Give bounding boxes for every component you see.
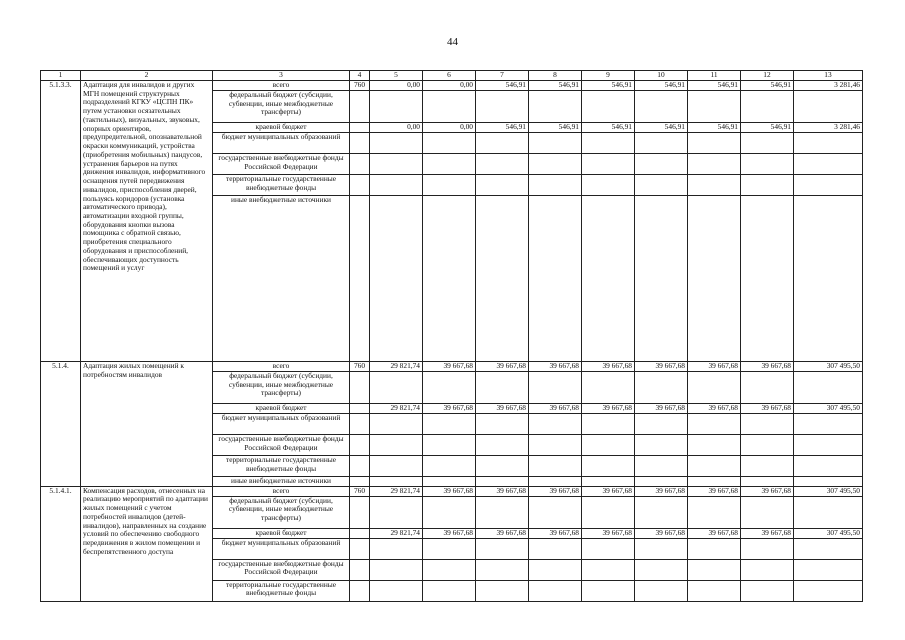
amount-cell: 29 821,74 bbox=[370, 404, 423, 414]
amount-cell bbox=[741, 133, 794, 154]
ministry-code bbox=[350, 559, 370, 580]
amount-cell bbox=[476, 414, 529, 435]
funding-source: территориальные государственные внебюджетные фонды bbox=[213, 175, 350, 196]
col-header: 12 bbox=[741, 71, 794, 81]
amount-cell: 29 821,74 bbox=[370, 486, 423, 496]
amount-cell bbox=[635, 456, 688, 477]
ministry-code bbox=[350, 580, 370, 601]
ministry-code bbox=[350, 414, 370, 435]
col-header: 3 bbox=[213, 71, 350, 81]
amount-cell bbox=[370, 175, 423, 196]
funding-source: федеральный бюджет (субсидии, субвенции, иные межбюджетные трансферты) bbox=[213, 372, 350, 404]
amount-cell bbox=[688, 196, 741, 362]
amount-cell: 39 667,68 bbox=[582, 486, 635, 496]
amount-cell: 39 667,68 bbox=[688, 362, 741, 372]
funding-source: бюджет муниципальных образований bbox=[213, 538, 350, 559]
amount-cell bbox=[688, 456, 741, 477]
amount-cell: 39 667,68 bbox=[423, 486, 476, 496]
amount-cell bbox=[529, 414, 582, 435]
amount-cell bbox=[794, 196, 863, 362]
amount-cell bbox=[794, 496, 863, 528]
amount-cell: 29 821,74 bbox=[370, 362, 423, 372]
amount-cell: 307 495,50 bbox=[794, 404, 863, 414]
amount-cell bbox=[529, 580, 582, 601]
amount-cell bbox=[582, 196, 635, 362]
amount-cell bbox=[476, 91, 529, 123]
amount-cell bbox=[794, 91, 863, 123]
amount-cell bbox=[529, 196, 582, 362]
amount-cell bbox=[582, 538, 635, 559]
amount-cell: 546,91 bbox=[529, 123, 582, 133]
amount-cell bbox=[370, 414, 423, 435]
amount-cell bbox=[741, 477, 794, 487]
ministry-code bbox=[350, 91, 370, 123]
amount-cell bbox=[741, 154, 794, 175]
measure-code: 5.1.4. bbox=[41, 362, 81, 487]
funding-source: всего bbox=[213, 486, 350, 496]
funding-source: иные внебюджетные источники bbox=[213, 477, 350, 487]
amount-cell: 39 667,68 bbox=[741, 404, 794, 414]
amount-cell: 39 667,68 bbox=[741, 528, 794, 538]
amount-cell bbox=[635, 435, 688, 456]
amount-cell bbox=[423, 91, 476, 123]
amount-cell bbox=[370, 580, 423, 601]
amount-cell bbox=[476, 196, 529, 362]
amount-cell bbox=[370, 91, 423, 123]
ministry-code bbox=[350, 133, 370, 154]
amount-cell bbox=[476, 372, 529, 404]
amount-cell bbox=[635, 477, 688, 487]
amount-cell bbox=[529, 175, 582, 196]
amount-cell bbox=[794, 414, 863, 435]
amount-cell bbox=[741, 196, 794, 362]
amount-cell: 307 495,50 bbox=[794, 362, 863, 372]
amount-cell: 39 667,68 bbox=[529, 528, 582, 538]
amount-cell bbox=[741, 175, 794, 196]
ministry-code bbox=[350, 175, 370, 196]
amount-cell: 39 667,68 bbox=[635, 486, 688, 496]
amount-cell bbox=[688, 154, 741, 175]
amount-cell bbox=[741, 496, 794, 528]
amount-cell bbox=[582, 414, 635, 435]
amount-cell bbox=[635, 580, 688, 601]
amount-cell bbox=[529, 456, 582, 477]
amount-cell bbox=[370, 496, 423, 528]
amount-cell bbox=[370, 154, 423, 175]
amount-cell bbox=[688, 133, 741, 154]
col-header: 2 bbox=[81, 71, 213, 81]
funding-source: всего bbox=[213, 362, 350, 372]
amount-cell: 546,91 bbox=[476, 123, 529, 133]
amount-cell: 39 667,68 bbox=[476, 362, 529, 372]
amount-cell bbox=[688, 559, 741, 580]
funding-source: всего bbox=[213, 81, 350, 91]
amount-cell bbox=[529, 154, 582, 175]
amount-cell bbox=[370, 477, 423, 487]
amount-cell bbox=[741, 435, 794, 456]
amount-cell: 0,00 bbox=[370, 81, 423, 91]
ministry-code: 760 bbox=[350, 81, 370, 91]
amount-cell bbox=[635, 414, 688, 435]
ministry-code bbox=[350, 404, 370, 414]
amount-cell: 0,00 bbox=[423, 123, 476, 133]
amount-cell bbox=[423, 372, 476, 404]
amount-cell: 39 667,68 bbox=[688, 404, 741, 414]
funding-source: федеральный бюджет (субсидии, субвенции, иные межбюджетные трансферты) bbox=[213, 496, 350, 528]
amount-cell bbox=[370, 372, 423, 404]
amount-cell: 39 667,68 bbox=[423, 404, 476, 414]
amount-cell: 546,91 bbox=[741, 123, 794, 133]
ministry-code bbox=[350, 196, 370, 362]
amount-cell: 39 667,68 bbox=[688, 486, 741, 496]
amount-cell: 39 667,68 bbox=[635, 362, 688, 372]
amount-cell bbox=[529, 477, 582, 487]
amount-cell bbox=[688, 435, 741, 456]
amount-cell bbox=[635, 559, 688, 580]
amount-cell bbox=[582, 372, 635, 404]
amount-cell bbox=[476, 477, 529, 487]
amount-cell: 39 667,68 bbox=[741, 362, 794, 372]
header-row bbox=[41, 71, 863, 81]
amount-cell bbox=[635, 91, 688, 123]
amount-cell bbox=[423, 175, 476, 196]
amount-cell bbox=[582, 175, 635, 196]
page-number: 44 bbox=[447, 36, 458, 48]
amount-cell: 39 667,68 bbox=[582, 528, 635, 538]
amount-cell: 39 667,68 bbox=[582, 362, 635, 372]
amount-cell bbox=[529, 496, 582, 528]
amount-cell bbox=[741, 456, 794, 477]
measure-title: Адаптация жилых помещений к потребностям инвалидов bbox=[81, 362, 213, 487]
ministry-code bbox=[350, 456, 370, 477]
amount-cell bbox=[794, 559, 863, 580]
amount-cell: 0,00 bbox=[370, 123, 423, 133]
amount-cell: 39 667,68 bbox=[529, 362, 582, 372]
amount-cell: 29 821,74 bbox=[370, 528, 423, 538]
amount-cell bbox=[529, 91, 582, 123]
ministry-code bbox=[350, 372, 370, 404]
amount-cell bbox=[635, 154, 688, 175]
budget-table bbox=[40, 70, 863, 602]
funding-source: краевой бюджет bbox=[213, 123, 350, 133]
amount-cell bbox=[635, 496, 688, 528]
amount-cell: 307 495,50 bbox=[794, 486, 863, 496]
amount-cell bbox=[370, 559, 423, 580]
amount-cell: 546,91 bbox=[476, 81, 529, 91]
amount-cell bbox=[582, 456, 635, 477]
amount-cell bbox=[794, 133, 863, 154]
funding-source: государственные внебюджетные фонды Российской Федерации bbox=[213, 559, 350, 580]
amount-cell bbox=[741, 559, 794, 580]
amount-cell: 39 667,68 bbox=[529, 486, 582, 496]
col-header: 9 bbox=[582, 71, 635, 81]
amount-cell bbox=[529, 559, 582, 580]
amount-cell: 546,91 bbox=[688, 123, 741, 133]
amount-cell: 3 281,46 bbox=[794, 123, 863, 133]
amount-cell bbox=[423, 580, 476, 601]
amount-cell: 546,91 bbox=[635, 123, 688, 133]
funding-source: бюджет муниципальных образований bbox=[213, 133, 350, 154]
amount-cell bbox=[582, 435, 635, 456]
amount-cell: 39 667,68 bbox=[635, 404, 688, 414]
ministry-code bbox=[350, 496, 370, 528]
amount-cell: 39 667,68 bbox=[476, 486, 529, 496]
funding-source: бюджет муниципальных образований bbox=[213, 414, 350, 435]
amount-cell: 39 667,68 bbox=[476, 404, 529, 414]
table-row bbox=[41, 81, 863, 91]
amount-cell bbox=[423, 456, 476, 477]
funding-source: территориальные государственные внебюджетные фонды bbox=[213, 580, 350, 601]
amount-cell bbox=[529, 435, 582, 456]
amount-cell: 39 667,68 bbox=[582, 404, 635, 414]
amount-cell bbox=[794, 435, 863, 456]
table-row bbox=[41, 362, 863, 372]
amount-cell bbox=[688, 580, 741, 601]
amount-cell bbox=[794, 538, 863, 559]
amount-cell: 39 667,68 bbox=[476, 528, 529, 538]
amount-cell bbox=[794, 456, 863, 477]
amount-cell: 0,00 bbox=[423, 81, 476, 91]
ministry-code: 760 bbox=[350, 486, 370, 496]
col-header: 11 bbox=[688, 71, 741, 81]
amount-cell bbox=[423, 414, 476, 435]
funding-source: государственные внебюджетные фонды Российской Федерации bbox=[213, 435, 350, 456]
amount-cell bbox=[635, 175, 688, 196]
amount-cell bbox=[476, 456, 529, 477]
amount-cell bbox=[688, 477, 741, 487]
amount-cell bbox=[529, 372, 582, 404]
amount-cell bbox=[741, 538, 794, 559]
amount-cell bbox=[423, 133, 476, 154]
measure-title: Адаптация для инвалидов и других МГН помещений структурных подразделений КГКУ «ЦСПН ПК» путем установки осязательных (тактильных), визуальных, звуковых, опорных ориентиров, предупредительной, опознавательной окраски коммуникаций, устройства (приобретения мобильных) пандусов, устранения барьеров на путях движения инвалидов, информативного оснащения путей передвижения инвалидов, приспособления дверей, пользуясь коридоров (установка автоматического привода), автоматизации входной группы, оборудования кнопки вызова помощника с обратной связью, приобретения специального оборудования и приспособлений, обеспечивающих доступность помещений и услуг bbox=[81, 81, 213, 362]
col-header: 7 bbox=[476, 71, 529, 81]
amount-cell bbox=[582, 91, 635, 123]
amount-cell: 546,91 bbox=[741, 81, 794, 91]
measure-code: 5.1.4.1. bbox=[41, 486, 81, 601]
amount-cell bbox=[688, 372, 741, 404]
amount-cell bbox=[423, 477, 476, 487]
ministry-code bbox=[350, 123, 370, 133]
amount-cell bbox=[794, 372, 863, 404]
amount-cell: 307 495,50 bbox=[794, 528, 863, 538]
amount-cell bbox=[635, 538, 688, 559]
amount-cell bbox=[582, 154, 635, 175]
amount-cell bbox=[794, 154, 863, 175]
col-header: 5 bbox=[370, 71, 423, 81]
amount-cell bbox=[688, 538, 741, 559]
funding-source: иные внебюджетные источники bbox=[213, 196, 350, 362]
amount-cell: 39 667,68 bbox=[423, 362, 476, 372]
amount-cell bbox=[741, 580, 794, 601]
amount-cell bbox=[582, 559, 635, 580]
amount-cell: 3 281,46 bbox=[794, 81, 863, 91]
amount-cell: 546,91 bbox=[582, 123, 635, 133]
amount-cell bbox=[423, 196, 476, 362]
amount-cell bbox=[476, 580, 529, 601]
amount-cell: 546,91 bbox=[529, 81, 582, 91]
amount-cell bbox=[476, 559, 529, 580]
amount-cell bbox=[476, 435, 529, 456]
amount-cell: 546,91 bbox=[688, 81, 741, 91]
amount-cell bbox=[582, 133, 635, 154]
ministry-code bbox=[350, 435, 370, 456]
amount-cell: 546,91 bbox=[582, 81, 635, 91]
amount-cell: 546,91 bbox=[635, 81, 688, 91]
amount-cell bbox=[741, 414, 794, 435]
amount-cell bbox=[688, 496, 741, 528]
funding-source: территориальные государственные внебюджетные фонды bbox=[213, 456, 350, 477]
ministry-code bbox=[350, 477, 370, 487]
amount-cell bbox=[476, 154, 529, 175]
amount-cell bbox=[370, 196, 423, 362]
amount-cell bbox=[794, 580, 863, 601]
amount-cell bbox=[794, 477, 863, 487]
amount-cell bbox=[423, 559, 476, 580]
amount-cell bbox=[635, 133, 688, 154]
col-header: 6 bbox=[423, 71, 476, 81]
col-header: 10 bbox=[635, 71, 688, 81]
amount-cell bbox=[476, 133, 529, 154]
amount-cell: 39 667,68 bbox=[741, 486, 794, 496]
col-header: 13 bbox=[794, 71, 863, 81]
amount-cell bbox=[688, 414, 741, 435]
amount-cell: 39 667,68 bbox=[688, 528, 741, 538]
funding-source: краевой бюджет bbox=[213, 528, 350, 538]
col-header: 1 bbox=[41, 71, 81, 81]
table-body bbox=[41, 81, 863, 602]
ministry-code bbox=[350, 538, 370, 559]
amount-cell: 39 667,68 bbox=[423, 528, 476, 538]
amount-cell bbox=[688, 91, 741, 123]
amount-cell bbox=[423, 496, 476, 528]
amount-cell bbox=[370, 538, 423, 559]
funding-source: государственные внебюджетные фонды Российской Федерации bbox=[213, 154, 350, 175]
amount-cell bbox=[741, 372, 794, 404]
amount-cell bbox=[370, 456, 423, 477]
amount-cell bbox=[370, 435, 423, 456]
amount-cell bbox=[423, 154, 476, 175]
col-header: 4 bbox=[350, 71, 370, 81]
amount-cell bbox=[476, 538, 529, 559]
amount-cell bbox=[635, 372, 688, 404]
amount-cell bbox=[476, 175, 529, 196]
ministry-code bbox=[350, 154, 370, 175]
measure-title: Компенсация расходов, отнесенных на реализацию мероприятий по адаптации жилых помещений с учетом потребностей инвалидов (детей-инвалидов), направленных на создание условий по обеспечению свободного передвижения в жилом помещении и беспрепятственного доступа bbox=[81, 486, 213, 601]
amount-cell bbox=[582, 580, 635, 601]
amount-cell bbox=[423, 435, 476, 456]
amount-cell bbox=[635, 196, 688, 362]
amount-cell bbox=[529, 538, 582, 559]
amount-cell: 39 667,68 bbox=[635, 528, 688, 538]
amount-cell bbox=[741, 91, 794, 123]
amount-cell bbox=[582, 477, 635, 487]
amount-cell bbox=[794, 175, 863, 196]
amount-cell bbox=[529, 133, 582, 154]
funding-source: федеральный бюджет (субсидии, субвенции, иные межбюджетные трансферты) bbox=[213, 91, 350, 123]
table-row bbox=[41, 486, 863, 496]
measure-code: 5.1.3.3. bbox=[41, 81, 81, 362]
amount-cell bbox=[582, 496, 635, 528]
amount-cell bbox=[423, 538, 476, 559]
amount-cell bbox=[476, 496, 529, 528]
amount-cell bbox=[370, 133, 423, 154]
ministry-code bbox=[350, 528, 370, 538]
amount-cell: 39 667,68 bbox=[529, 404, 582, 414]
ministry-code: 760 bbox=[350, 362, 370, 372]
col-header: 8 bbox=[529, 71, 582, 81]
amount-cell bbox=[688, 175, 741, 196]
funding-source: краевой бюджет bbox=[213, 404, 350, 414]
